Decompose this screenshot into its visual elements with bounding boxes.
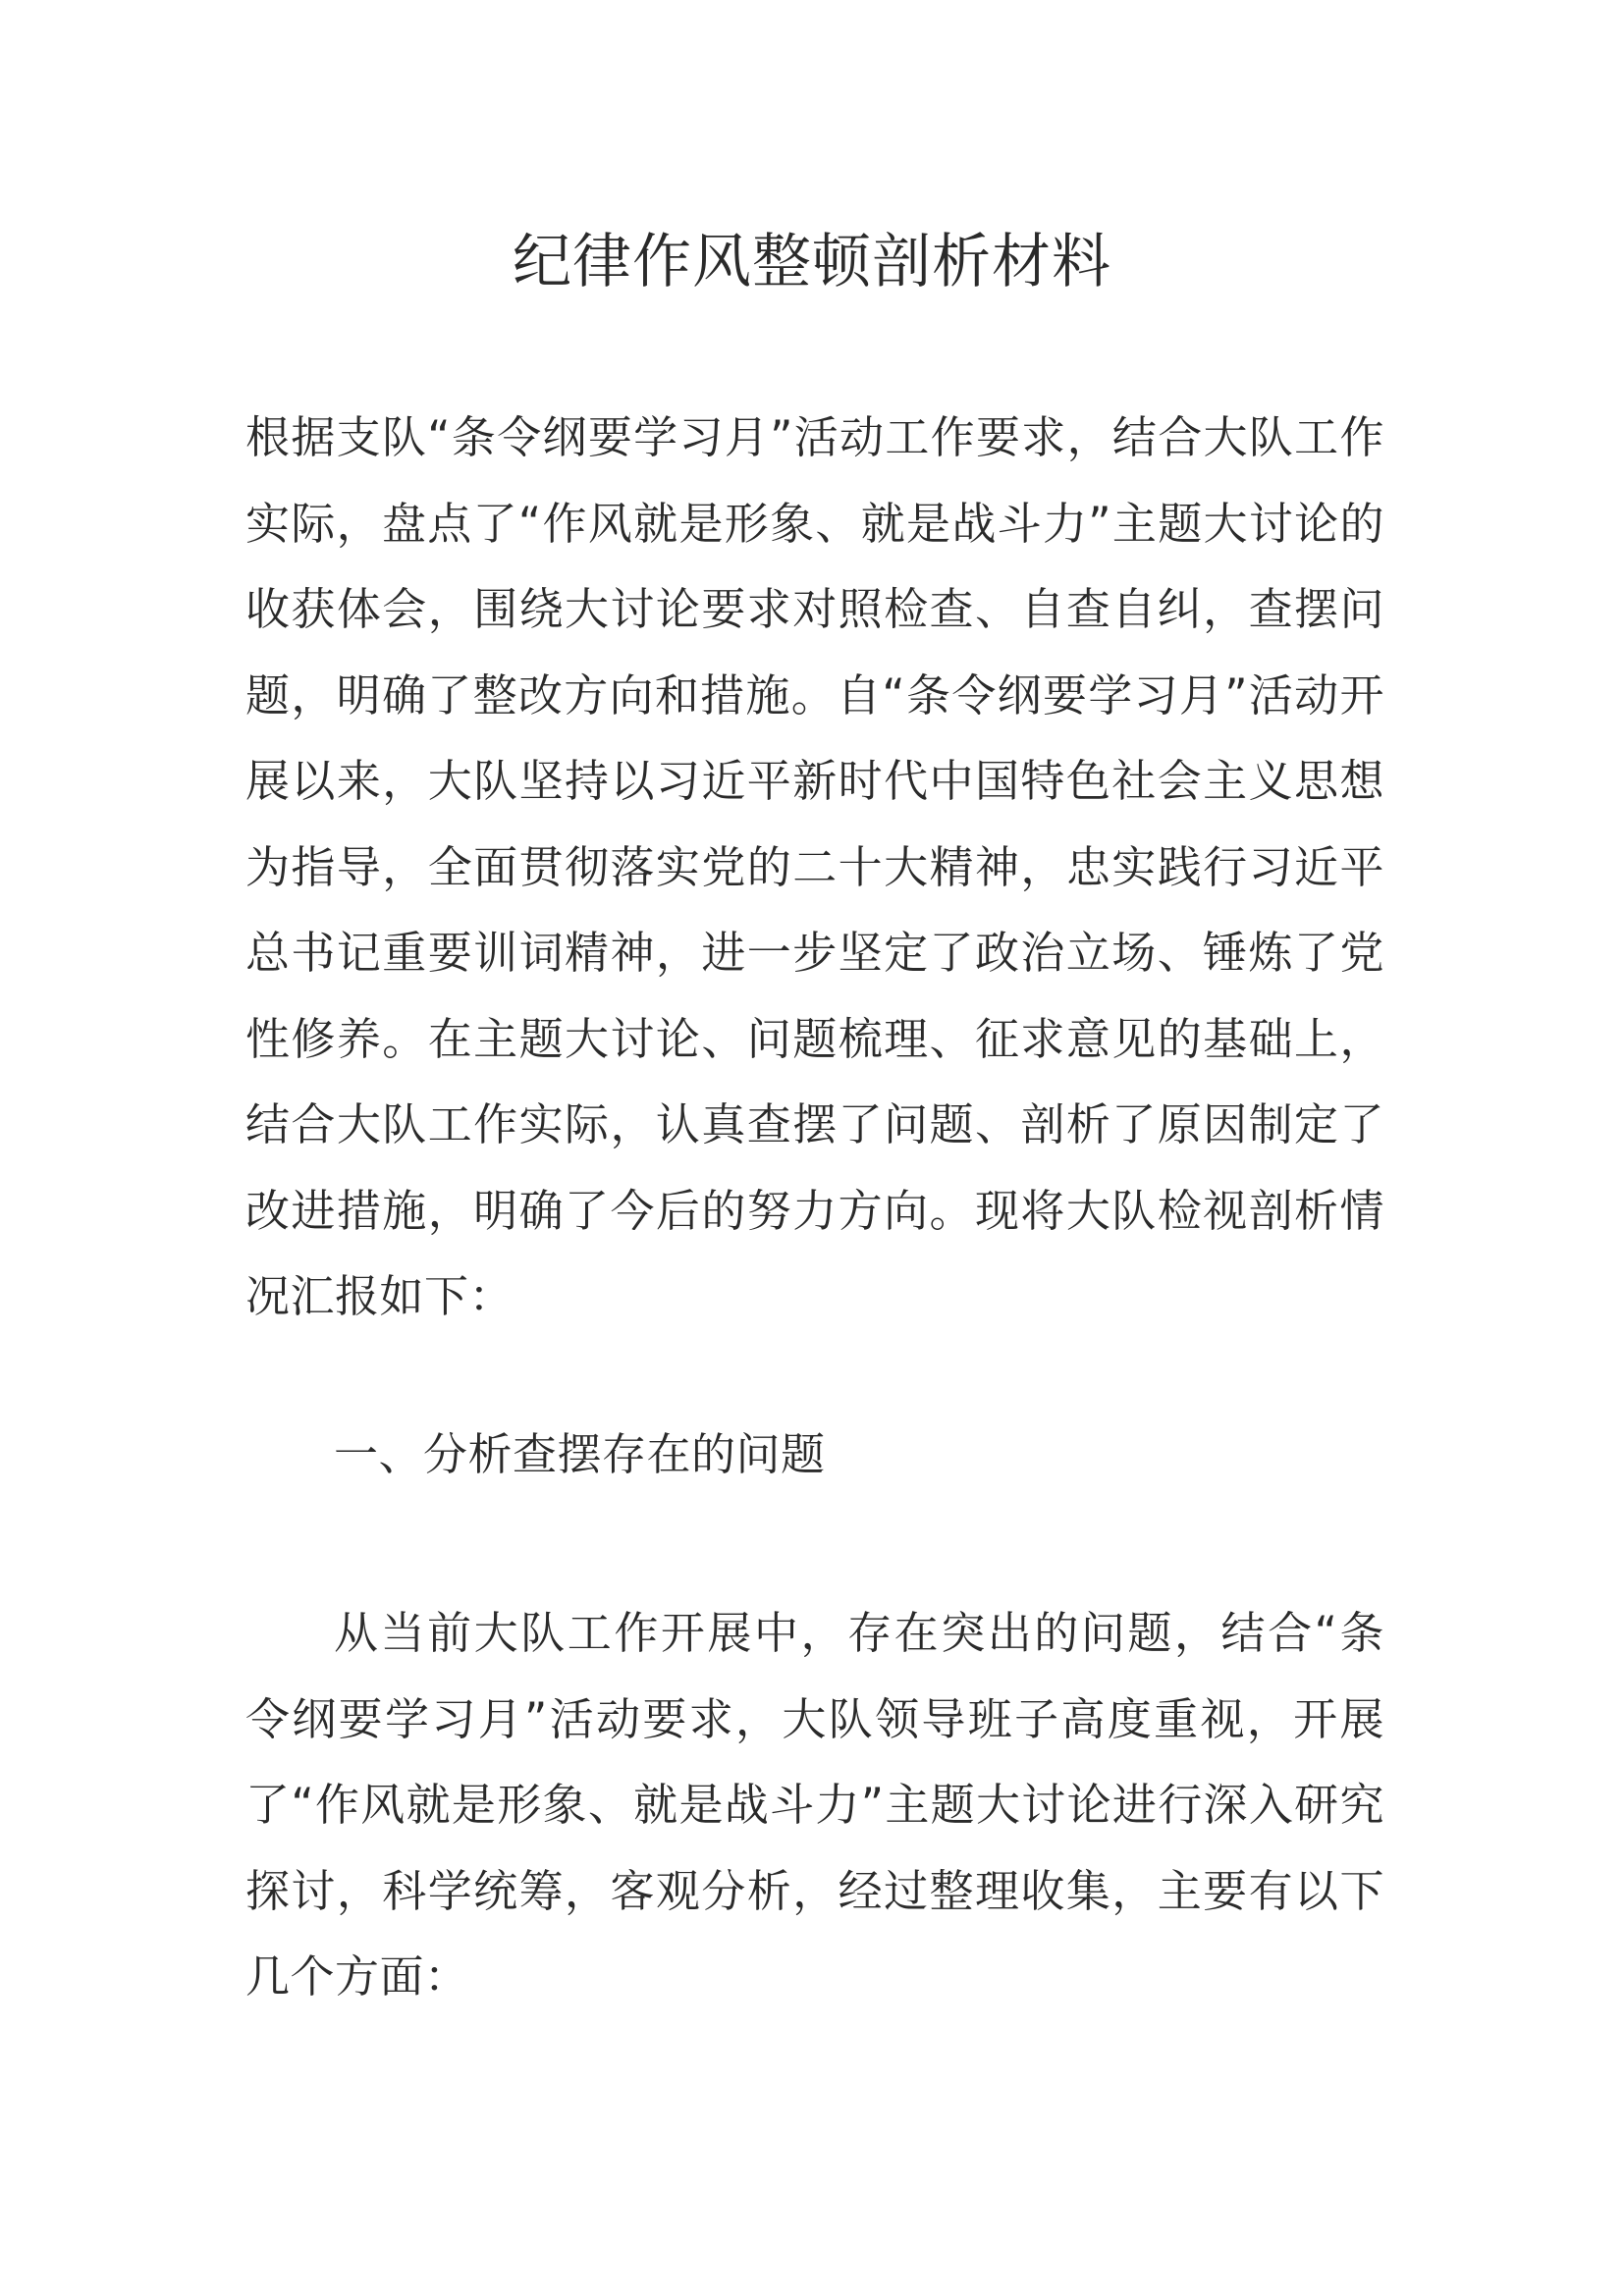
intro-paragraph: 根据支队“条令纲要学习月”活动工作要求，结合大队工作实际，盘点了“作风就是形象、就是战斗力”主题大讨论的收获体会，围绕大讨论要求对照检查、自查自纠，查摆问题，明确了整改方向和措施。自“条令纲要学习月”活动开展以来，大队坚持以习近平新时代中国特色社会主义思想为指导，全面贯彻落实党的二十大精神，忠实践行习近平总书记重要训词精神，进一步坚定了政治立场、锤炼了党性修养。在主题大讨论、问题梳理、征求意见的基础上，结合大队工作实际，认真查摆了问题、剖析了原因制定了改进措施，明确了今后的努力方向。现将大队检视剖析情况汇报如下： [245, 411, 1384, 1322]
section-heading: 一、分析查摆存在的问题 [334, 1428, 826, 1480]
document-title: 纪律作风整顿剖析材料 [513, 228, 1111, 296]
section-paragraph: 从当前大队工作开展中，存在突出的问题，结合“条令纲要学习月”活动要求，大队领导班子高度重视，开展了“作风就是形象、就是战斗力”主题大讨论进行深入研究探讨，科学统筹，客观分析，经过整理收集，主要有以下几个方面： [245, 1607, 1384, 2002]
